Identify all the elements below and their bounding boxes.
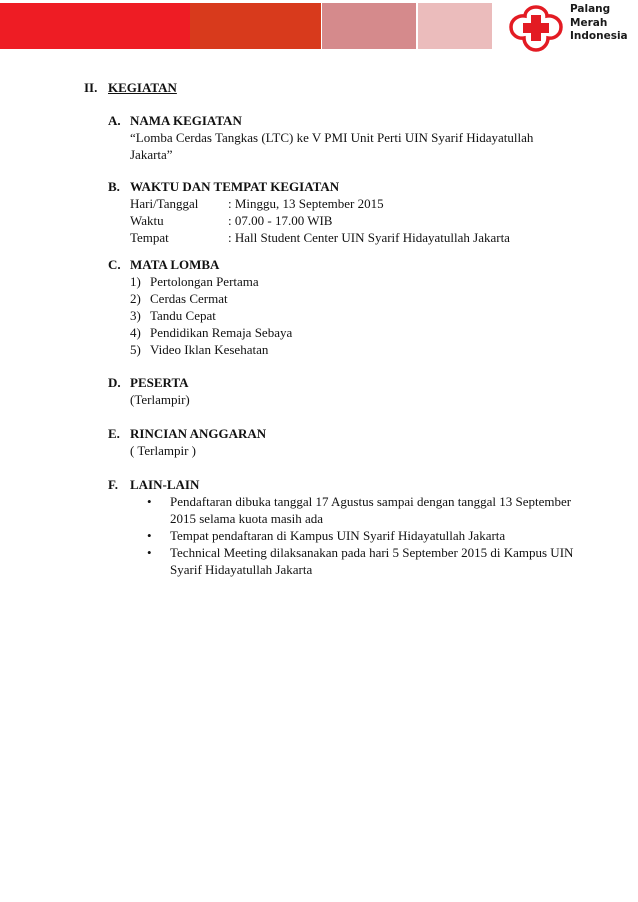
mata-lomba-num-3: 3) — [130, 308, 141, 323]
bullet-icon: • — [147, 494, 152, 509]
waktu-label: Waktu — [130, 213, 164, 228]
header-bar-dark-red — [190, 3, 321, 49]
mata-lomba-item-5: Video Iklan Kesehatan — [150, 342, 269, 357]
lain-lain-item-3-line1: Technical Meeting dilaksanakan pada hari 5 September 2015 di Kampus UIN — [170, 545, 574, 560]
mata-lomba-item-2: Cerdas Cermat — [150, 291, 228, 306]
bullet-icon: • — [147, 545, 152, 560]
header-bar-pink — [322, 3, 416, 49]
logo-text-line2: Merah — [570, 16, 608, 29]
anggaran-title: RINCIAN ANGGARAN — [130, 426, 267, 441]
nama-kegiatan-line1: “Lomba Cerdas Tangkas (LTC) ke V PMI Unit Perti UIN Syarif Hidayatullah — [130, 130, 534, 145]
mata-lomba-item-3: Tandu Cepat — [150, 308, 216, 323]
lain-lain-item-1-line2: 2015 selama kuota masih ada — [170, 511, 324, 526]
logo-text — [570, 3, 636, 44]
mata-lomba-title: MATA LOMBA — [130, 257, 220, 272]
nama-kegiatan-letter: A. — [108, 113, 121, 128]
waktu-tempat-title: WAKTU DAN TEMPAT KEGIATAN — [130, 179, 340, 194]
logo-text-line1: Palang — [570, 3, 611, 15]
nama-kegiatan-line2: Jakarta” — [130, 147, 173, 162]
mata-lomba-item-1: Pertolongan Pertama — [150, 274, 259, 289]
mata-lomba-num-4: 4) — [130, 325, 141, 340]
mata-lomba-item-4: Pendidikan Remaja Sebaya — [150, 325, 293, 340]
tempat-label: Tempat — [130, 230, 169, 245]
logo-text-line3: Indonesia — [570, 30, 628, 42]
tempat-value: : Hall Student Center UIN Syarif Hidayatullah Jakarta — [228, 230, 510, 245]
anggaran-text: ( Terlampir ) — [130, 443, 196, 458]
header-bar-light-pink — [418, 3, 492, 49]
anggaran-letter: E. — [108, 426, 120, 441]
mata-lomba-num-5: 5) — [130, 342, 141, 357]
hari-tanggal-label: Hari/Tanggal — [130, 196, 199, 211]
peserta-letter: D. — [108, 375, 121, 390]
mata-lomba-letter: C. — [108, 257, 121, 272]
lain-lain-item-3-line2: Syarif Hidayatullah Jakarta — [170, 562, 313, 577]
mata-lomba-num-2: 2) — [130, 291, 141, 306]
lain-lain-title: LAIN-LAIN — [130, 477, 200, 492]
mata-lomba-num-1: 1) — [130, 274, 141, 289]
section-number: II. — [84, 80, 98, 95]
peserta-title: PESERTA — [130, 375, 189, 390]
header-bar-red — [0, 3, 190, 49]
waktu-value: : 07.00 - 17.00 WIB — [228, 213, 333, 228]
hari-tanggal-value: : Minggu, 13 September 2015 — [228, 196, 384, 211]
bullet-icon: • — [147, 528, 152, 543]
lain-lain-item-1-line1: Pendaftaran dibuka tanggal 17 Agustus sampai dengan tanggal 13 September — [170, 494, 572, 509]
peserta-text: (Terlampir) — [130, 392, 190, 407]
nama-kegiatan-title: NAMA KEGIATAN — [130, 113, 242, 128]
lain-lain-letter: F. — [108, 477, 118, 492]
lain-lain-item-2-line1: Tempat pendaftaran di Kampus UIN Syarif Hidayatullah Jakarta — [170, 528, 506, 543]
waktu-tempat-letter: B. — [108, 179, 120, 194]
section-title: KEGIATAN — [108, 80, 177, 95]
